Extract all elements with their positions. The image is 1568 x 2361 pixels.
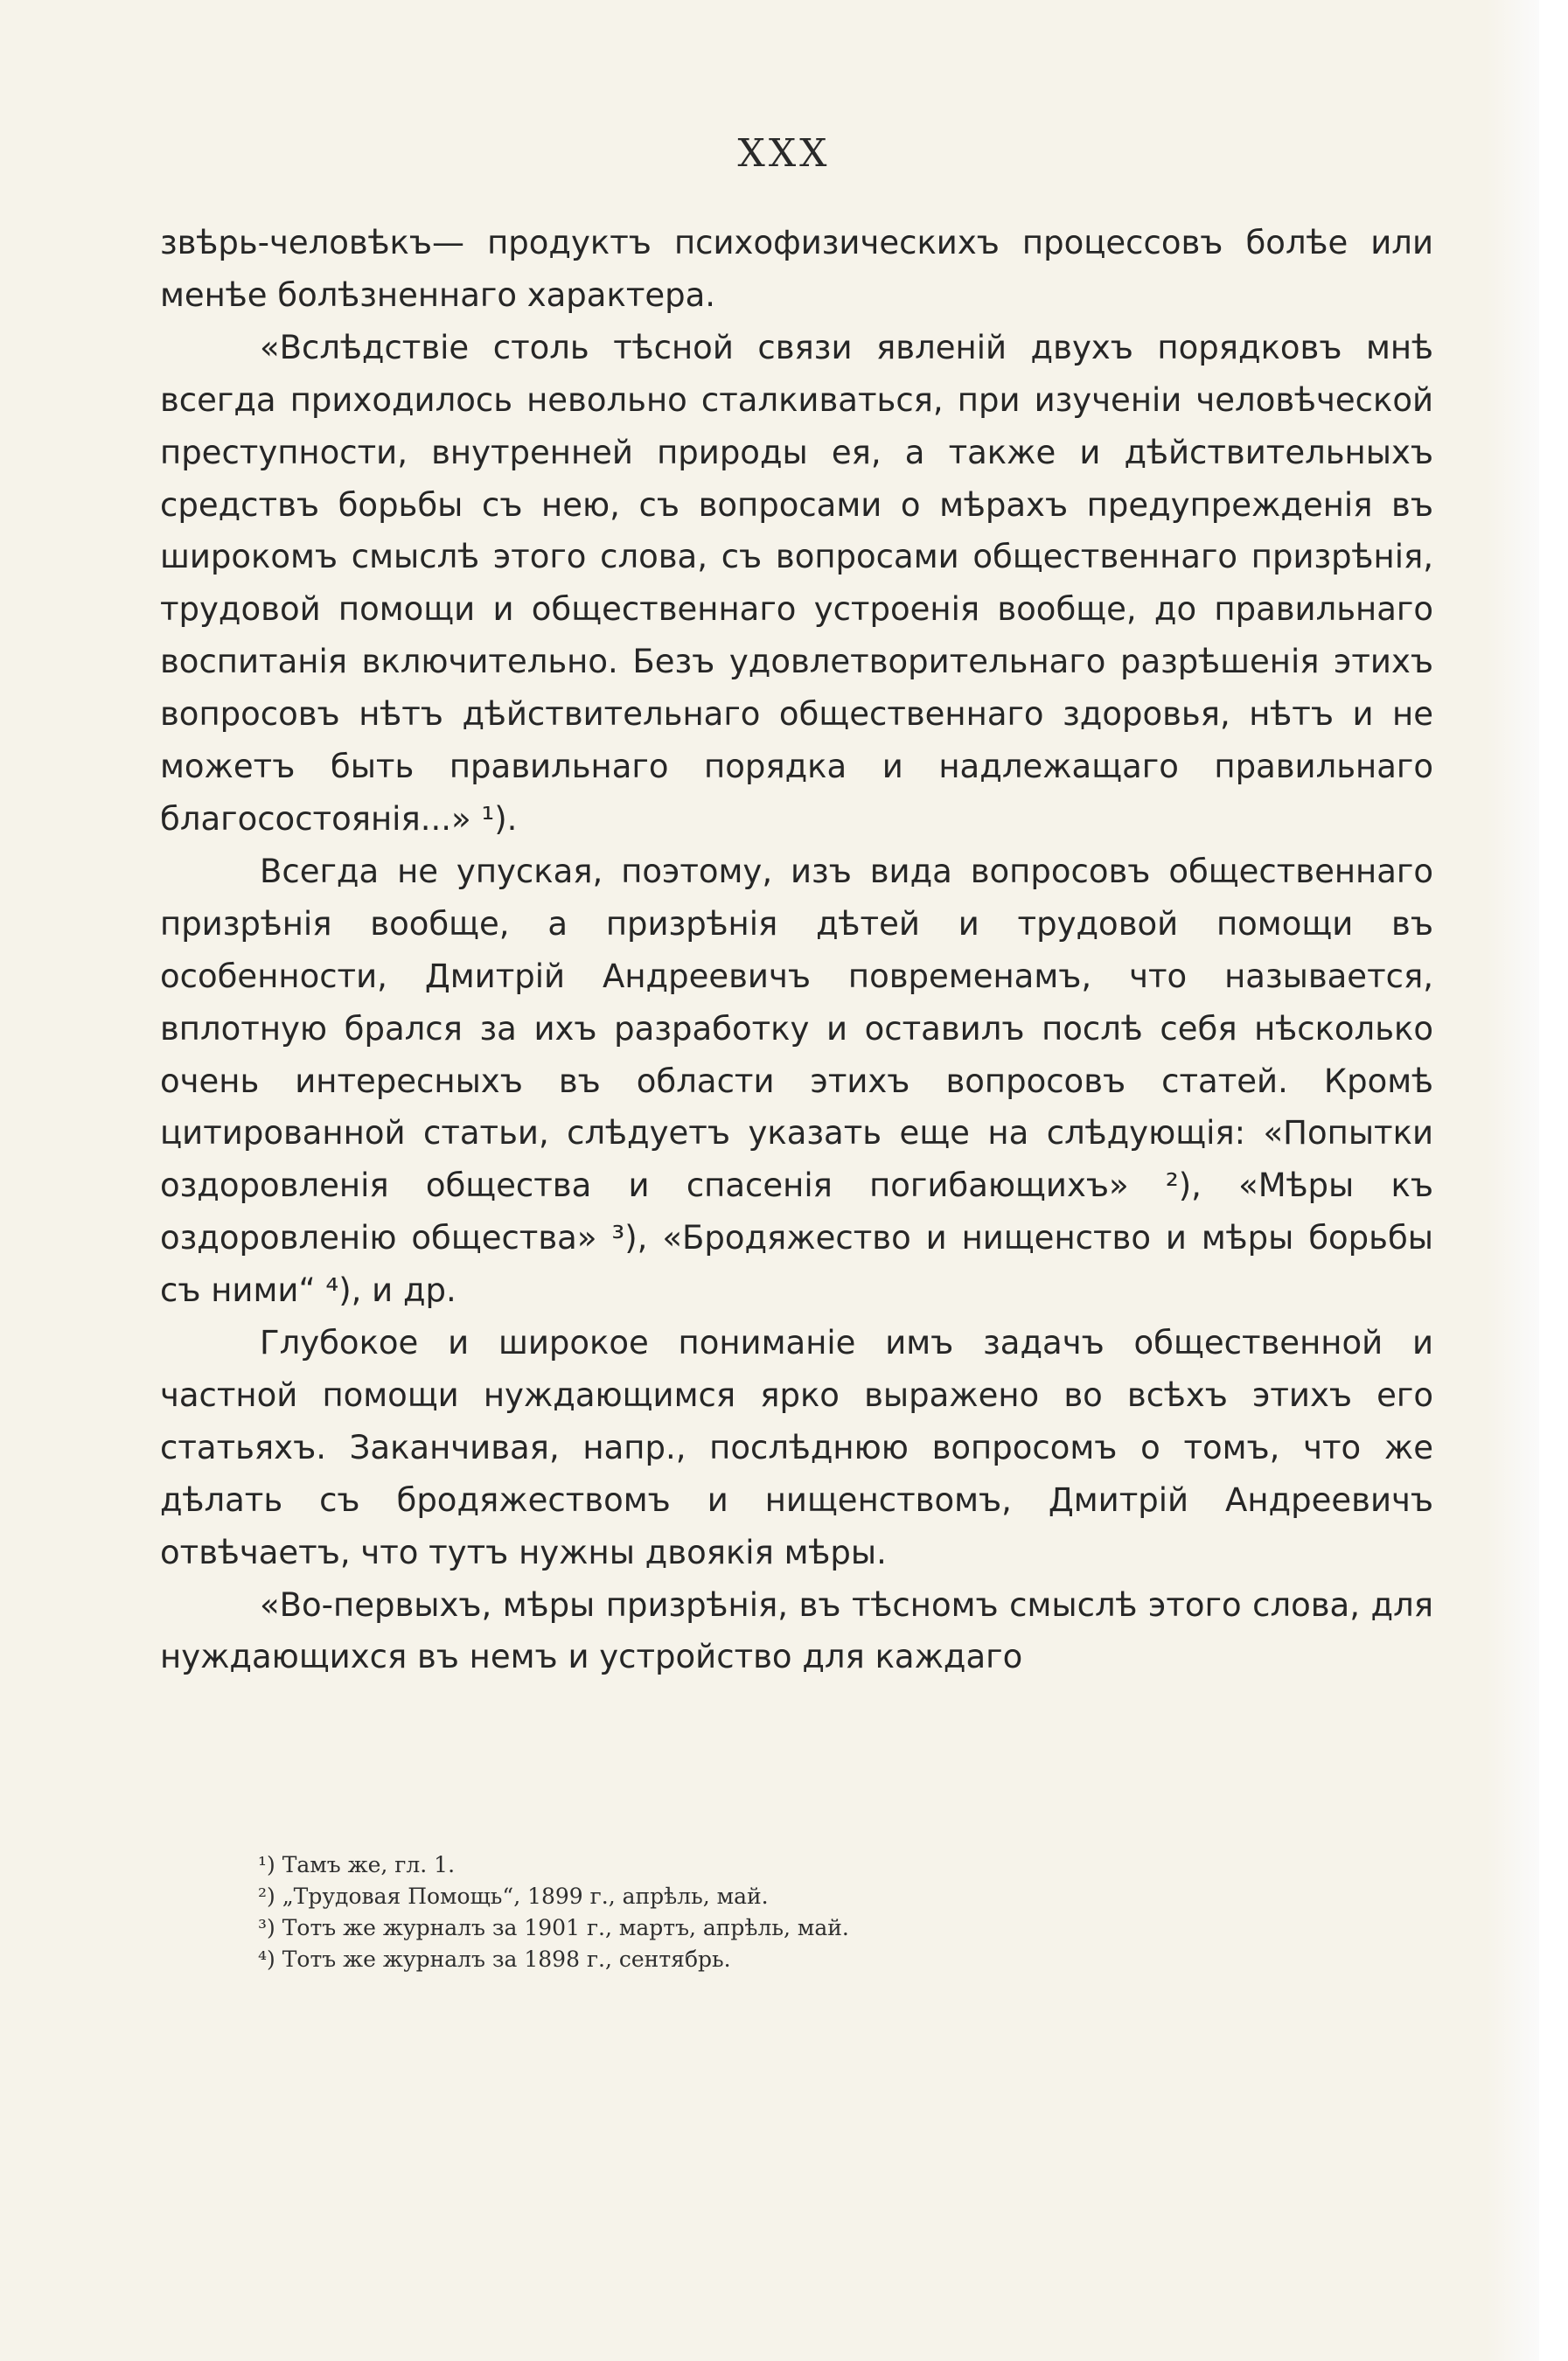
paragraph: Всегда не упуская, поэтому, изъ вида вопросовъ общественнаго призрѣнія вообще, а призрѣнія дѣтей и трудовой помощи въ особенности, Дмитрій Андреевичъ повременамъ, что называется, вплотную брался за ихъ разработку и оставилъ послѣ себя нѣсколько очень интересныхъ въ области этихъ вопросовъ статей. Кромѣ цитированной статьи, слѣдуетъ указать еще на слѣдующія: «Попытки оздоровленія общества и спасенія погибающихъ» ²), «Мѣры къ оздоровленію общества» ³), «Бродяжество и нищенство и мѣры борьбы съ ними“ ⁴), и др.: [160, 852, 1433, 1310]
footnote: ¹) Тамъ же, гл. 1.: [258, 1852, 456, 1877]
paragraph: Глубокое и широкое пониманіе имъ задачъ общественной и частной помощи нуждающимся ярко выражено во всѣхъ этихъ его статьяхъ. Заканчивая, напр., послѣднюю вопросомъ о томъ, что же дѣлать съ бродяжествомъ и нищенствомъ, Дмитрій Андреевичъ отвѣчаетъ, что тутъ нужны двоякія мѣры.: [160, 1324, 1433, 1571]
paragraph: «Во-первыхъ, мѣры призрѣнія, въ тѣсномъ смыслѣ этого слова, для нуждающихся въ немъ и устройство для каждаго: [160, 1585, 1433, 1676]
paragraph: звѣрь-человѣкъ— продуктъ психофизическихъ процессовъ болѣе или менѣе болѣзненнаго характера.: [160, 224, 1433, 314]
footnotes: [258, 1849, 1395, 1975]
footnote: ³) Тотъ же журналъ за 1901 г., мартъ, апрѣль, май.: [258, 1915, 849, 1940]
main-text: [160, 217, 1433, 1683]
page-number: XXX: [737, 131, 831, 176]
footnote: ²) „Трудовая Помощь“, 1899 г., апрѣль, май.: [258, 1884, 769, 1909]
paragraph: «Вслѣдствіе столь тѣсной связи явленій двухъ порядковъ мнѣ всегда приходилось невольно сталкиваться, при изученіи человѣческой преступности, внутренней природы ея, а также и дѣйствительныхъ средствъ борьбы съ нею, съ вопросами о мѣрахъ предупрежденія въ широкомъ смыслѣ этого слова, съ вопросами общественнаго призрѣнія, трудовой помощи и общественнаго устроенія вообще, до правильнаго воспитанія включительно. Безъ удовлетворительнаго разрѣшенія этихъ вопросовъ нѣтъ дѣйствительнаго общественнаго здоровья, нѣтъ и не можетъ быть правильнаго порядка и надлежащаго правильнаго благосостоянія...» ¹).: [160, 328, 1433, 838]
footnote: ⁴) Тотъ же журналъ за 1898 г., сентябрь.: [258, 1947, 731, 1972]
